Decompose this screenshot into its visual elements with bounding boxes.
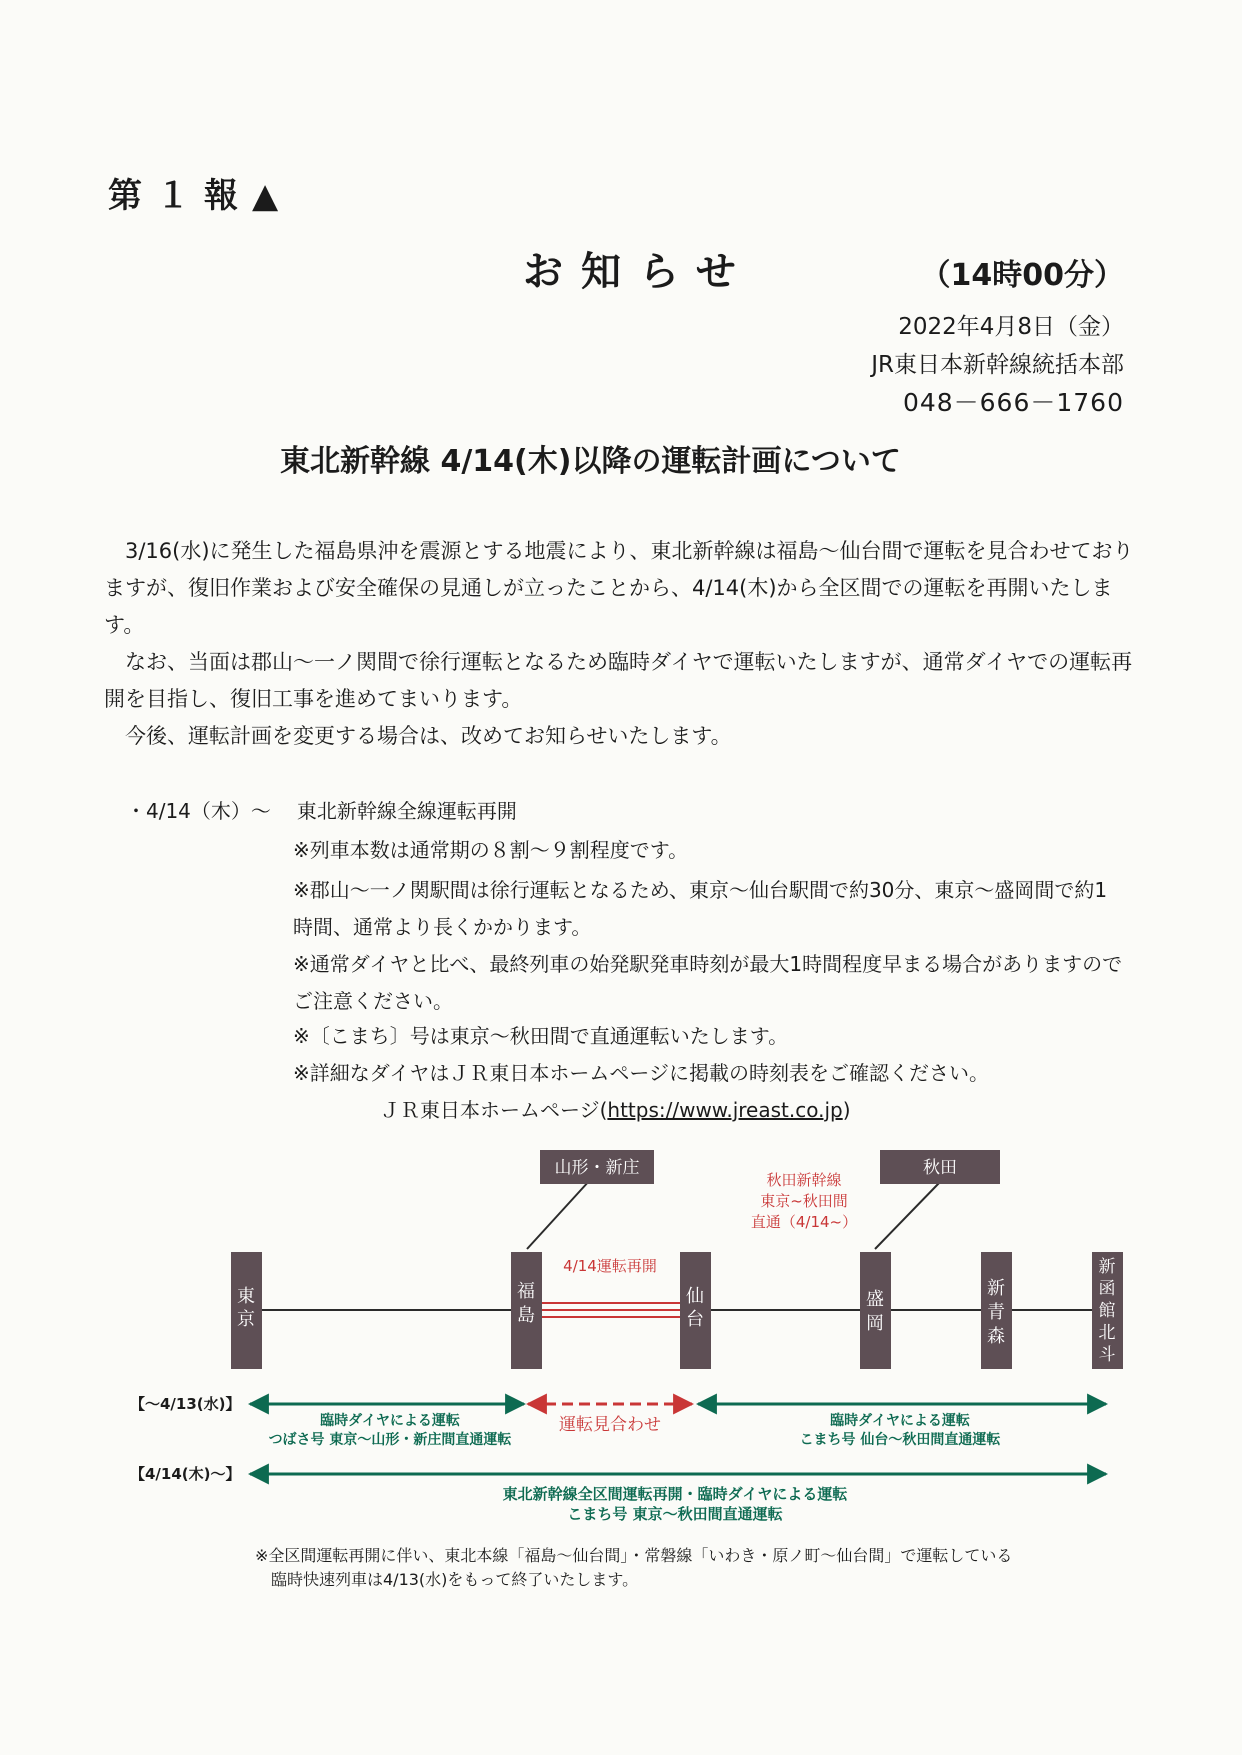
station-char: 盛 — [866, 1289, 884, 1310]
schedule-note: ※〔こまち〕号は東京～秋田間で直通運転いたします。 — [293, 1024, 789, 1048]
period-2-text: 東北新幹線全区間運転再開・臨時ダイヤによる運転 — [502, 1485, 848, 1503]
station-tokyo — [231, 1252, 262, 1369]
period-1-right-text: こまち号 仙台～秋田間直通運転 — [799, 1432, 1001, 1448]
schedule-headline: 東北新幹線全線運転再開 — [296, 799, 517, 823]
akita-note: 秋田新幹線 — [766, 1171, 842, 1189]
station-char: 斗 — [1098, 1345, 1116, 1365]
station-shin-aomori — [981, 1252, 1012, 1369]
period-2-label: 【4/14(木)～】 — [130, 1465, 241, 1483]
station-char: 新 — [1098, 1257, 1116, 1277]
issue-date: 2022年4月8日（金） — [898, 314, 1124, 340]
homepage-close: ) — [842, 1098, 851, 1122]
station-char: 新 — [987, 1278, 1005, 1299]
footnote-line: ※全区間運転再開に伴い、東北本線「福島～仙台間」・常磐線「いわき・原ノ町～仙台間」で運転している — [255, 1546, 1013, 1565]
period-2-text: こまち号 東京～秋田間直通運転 — [567, 1505, 783, 1523]
body-paragraph-3: 今後、運転計画を変更する場合は、改めてお知らせいたします。 — [125, 724, 732, 748]
akita-label: 秋田 — [923, 1158, 957, 1178]
schedule-note: ※列車本数は通常期の８割～９割程度です。 — [293, 838, 689, 862]
station-char: 島 — [517, 1305, 535, 1326]
period-1-left-text: つばさ号 東京～山形・新庄間直通運転 — [268, 1432, 512, 1448]
yamagata-branch-line — [527, 1180, 590, 1249]
period-1-right-text: 臨時ダイヤによる運転 — [830, 1413, 970, 1429]
homepage-link[interactable]: https://www.jreast.co.jp — [607, 1098, 843, 1122]
period-1-label: 【～4/13(水)】 — [130, 1395, 241, 1413]
station-sendai — [680, 1252, 711, 1369]
schedule-date: ・4/14（木）～ — [126, 799, 271, 823]
station-shin-hakodate-hokuto — [1092, 1252, 1123, 1369]
station-fukushima — [511, 1252, 542, 1369]
station-box — [860, 1252, 891, 1369]
schedule-note: ※通常ダイヤと比べ、最終列車の始発駅発車時刻が最大1時間程度早まる場合がありますのでご注意ください。 — [293, 952, 1123, 1013]
subject-heading: 東北新幹線 4/14(木)以降の運転計画について — [280, 444, 901, 479]
station-char: 岡 — [866, 1313, 884, 1334]
station-morioka — [860, 1252, 891, 1369]
body-paragraph-1: 3/16(水)に発生した福島県沖を震源とする地震により、東北新幹線は福島～仙台間で運転を見合わせておりますが、復旧作業および安全確保の見通しが立ったことから、4/14(木)から全区間での運転を再開いたします。 — [104, 539, 1134, 637]
report-number: 第１報▲ — [108, 176, 293, 216]
station-char: 北 — [1098, 1323, 1116, 1343]
notice-title: お知らせ — [523, 249, 754, 295]
footnote — [255, 1544, 1125, 1592]
issue-time: （14時00分） — [920, 258, 1124, 293]
schedule-note: ※郡山～一ノ関駅間は徐行運転となるため、東京～仙台駅間で約30分、東京～盛岡間で約1時間、通常より長くかかります。 — [293, 878, 1108, 939]
period-1-left-text: 臨時ダイヤによる運転 — [320, 1413, 460, 1429]
station-char: 仙 — [686, 1286, 704, 1307]
akita-note: 東京~秋田間 — [760, 1192, 848, 1210]
station-char: 函 — [1098, 1279, 1116, 1299]
akita-branch-line — [875, 1182, 940, 1249]
station-char: 森 — [987, 1326, 1005, 1347]
schedule-note: ※詳細なダイヤはＪＲ東日本ホームページに掲載の時刻表をご確認ください。 — [293, 1061, 989, 1085]
station-char: 台 — [686, 1309, 704, 1330]
body-paragraph-2: なお、当面は郡山～一ノ関間で徐行運転となるため臨時ダイヤで運転いたしますが、通常ダイヤでの運転再開を目指し、復旧工事を進めてまいります。 — [104, 650, 1133, 711]
station-char: 青 — [987, 1302, 1005, 1323]
akita-note: 直通（4/14~） — [750, 1213, 858, 1231]
resume-label: 4/14運転再開 — [563, 1257, 657, 1275]
footnote-line: 臨時快速列車は4/13(水)をもって終了いたします。 — [271, 1570, 639, 1589]
station-char: 京 — [237, 1309, 255, 1330]
station-char: 東 — [237, 1286, 255, 1307]
station-char: 館 — [1098, 1301, 1116, 1321]
period-1-suspended-text: 運転見合わせ — [559, 1415, 661, 1435]
contact-phone: 048－666－1760 — [902, 388, 1124, 417]
station-char: 福 — [517, 1281, 535, 1302]
homepage-label: ＪＲ東日本ホームページ( — [380, 1098, 608, 1122]
yamagata-label: 山形・新庄 — [554, 1158, 640, 1178]
issuer-name: JR東日本新幹線統括本部 — [871, 352, 1124, 378]
